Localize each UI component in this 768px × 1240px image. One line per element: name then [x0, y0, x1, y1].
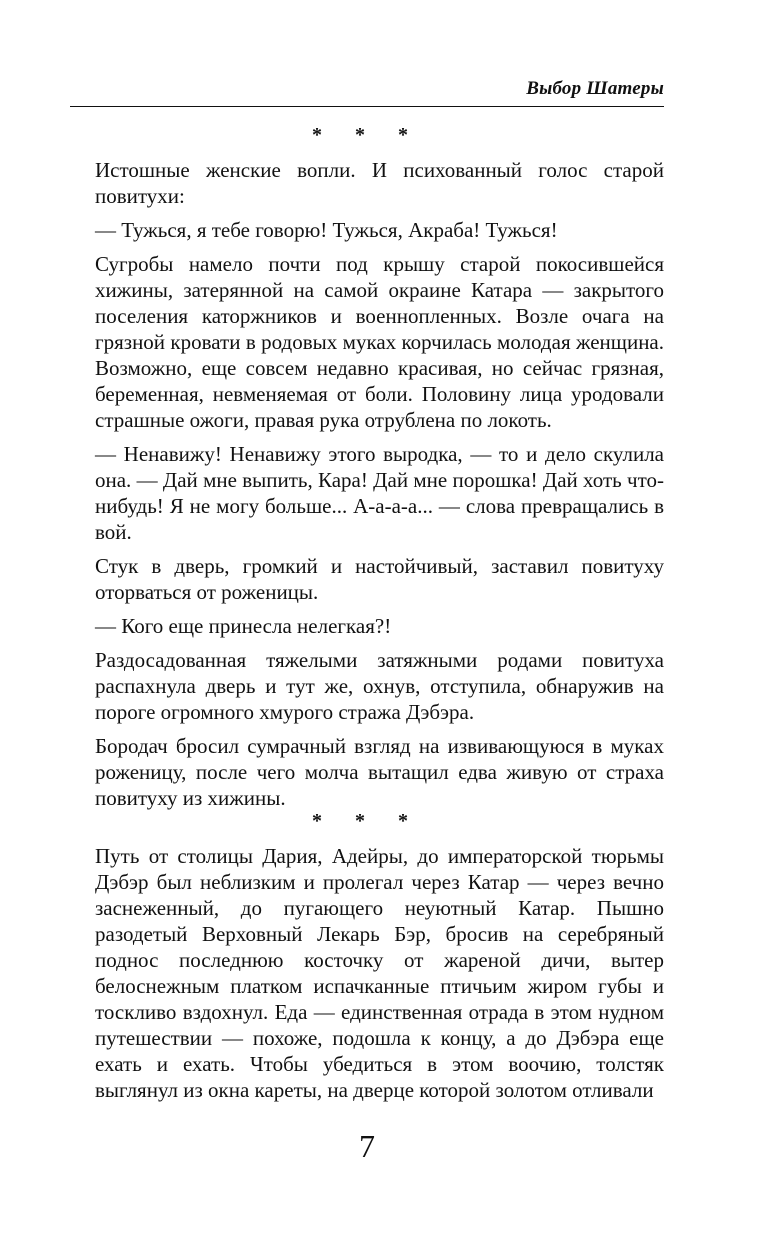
section-separator: * * *: [312, 124, 422, 146]
paragraph: — Ненавижу! Ненавижу этого выродка, — то и дело скулила она. — Дай мне выпить, Кара! Дай мне порошка! Дай хоть что-нибудь! Я не могу больше... А-а-а-а... — слова превращались в вой.: [95, 442, 664, 544]
paragraph: Истошные женские вопли. И психованный голос старой повитухи:: [95, 158, 664, 208]
header-rule: [70, 106, 664, 107]
running-title: Выбор Шатеры: [526, 78, 664, 99]
paragraph: Стук в дверь, громкий и настойчивый, заставил повитуху оторваться от роженицы.: [95, 554, 664, 604]
paragraph: — Кого еще принесла нелегкая?!: [95, 614, 392, 638]
section-text: [95, 843, 664, 1103]
paragraph: — Тужься, я тебе говорю! Тужься, Акраба! Тужься!: [95, 218, 558, 242]
paragraph: Раздосадованная тяжелыми затяжными родами повитуха распахнула дверь и тут же, охнув, отступила, обнаружив на пороге огромного хмурого стража Дэбэра.: [95, 648, 664, 724]
section-separator: * * *: [312, 810, 422, 832]
paragraph: Сугробы намело почти под крышу старой покосившейся хижины, затерянной на самой окраине Катара — закрытого поселения каторжников и военнопленных. Возле очага на грязной кровати в родовых муках корчилась молодая женщина. Возможно, еще совсем недавно красивая, но сейчас грязная, беременная, невменяемая от боли. Половину лица уродовали страшные ожоги, правая рука отрублена по локоть.: [95, 252, 664, 432]
paragraph: Путь от столицы Дария, Адейры, до императорской тюрьмы Дэбэр был неблизким и пролегал через Катар — через вечно заснеженный, до пугающего неуютный Катар. Пышно разодетый Верховный Лекарь Бэр, бросив на серебряный поднос последнюю косточку от жареной дичи, вытер белоснежным платком испачканные птичьим жиром губы и тоскливо вздохнул. Еда — единственная отрада в этом нудном путешествии — похоже, подошла к концу, а до Дэбэра еще ехать и ехать. Чтобы убедиться в этом воочию, толстяк выглянул из окна кареты, на дверце которой золотом отливали: [95, 844, 664, 1102]
section-text: [95, 157, 664, 819]
page-number: 7: [359, 1128, 375, 1164]
paragraph: Бородач бросил сумрачный взгляд на извивающуюся в муках роженицу, после чего молча вытащил едва живую от страха повитуху из хижины.: [95, 734, 664, 810]
